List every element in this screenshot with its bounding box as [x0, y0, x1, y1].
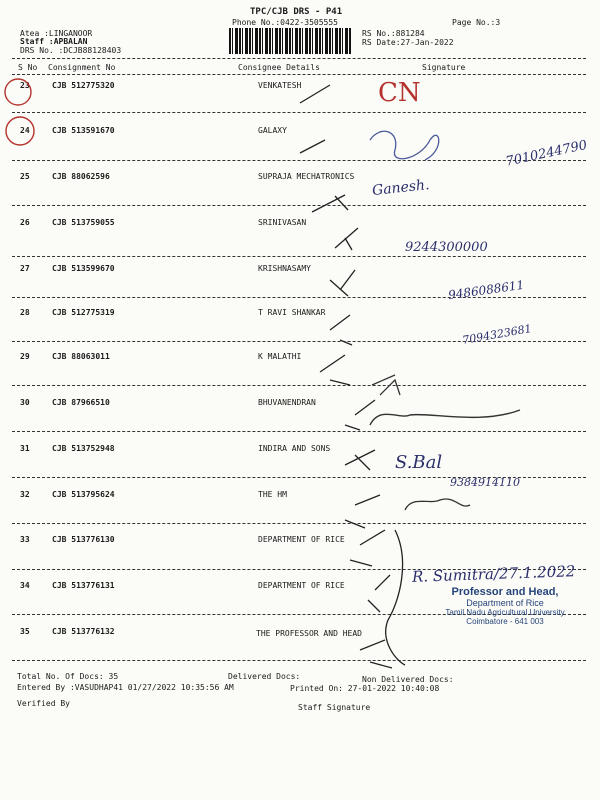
row-consignee: BHUVANENDRAN [258, 398, 316, 407]
staff-signature: Staff Signature [298, 703, 371, 712]
row-sno: 34 [20, 581, 30, 590]
tick-mark [345, 400, 375, 430]
rs-date: RS Date:27-Jan-2022 [362, 38, 454, 47]
tick-mark [368, 575, 390, 612]
row-consignee: THE HM [258, 490, 287, 499]
total-docs: Total No. Of Docs: 35 [17, 672, 119, 681]
tick-mark [350, 530, 385, 566]
column-header-consignee: Consignee Details [238, 63, 320, 72]
row-consignee: DEPARTMENT OF RICE [258, 535, 345, 544]
handwritten-signature-31: S.Bal [395, 452, 443, 473]
column-header-signature: Signature [422, 63, 466, 72]
row-sno: 33 [20, 535, 30, 544]
rs-number: RS No.:881284 [362, 29, 425, 38]
verified-by: Verified By [17, 699, 70, 708]
row-sno: 24 [20, 126, 30, 135]
row-consignee: SUPRAJA MECHATRONICS [258, 172, 355, 181]
document-title: TPC/CJB DRS - P41 [250, 7, 343, 17]
row-sno: 26 [20, 218, 30, 227]
row-consignment: CJB 513591670 [52, 126, 115, 135]
row-consignment: CJB 513776132 [52, 627, 115, 636]
row-consignee: INDIRA AND SONS [258, 444, 331, 453]
non-delivered-docs: Non Delivered Docs: [362, 675, 454, 684]
row-sno: 25 [20, 172, 30, 181]
handwritten-phone-31: 9384914110 [450, 476, 520, 489]
area-label: Atea :LINGANOOR [20, 29, 93, 38]
row-consignee: DEPARTMENT OF RICE [258, 581, 345, 590]
row-consignment: CJB 513776130 [52, 535, 115, 544]
row-consignment: CJB 513795624 [52, 490, 115, 499]
row-sno: 30 [20, 398, 30, 407]
row-consignee: T RAVI SHANKAR [258, 308, 326, 317]
signature-scribble-29 [372, 375, 400, 395]
circle-mark-24 [6, 117, 34, 145]
long-scribble [386, 530, 405, 665]
staff-label: Staff :APBALAN [20, 37, 88, 46]
row-consignment: CJB 88062596 [52, 172, 110, 181]
row-consignee: VENKATESH [258, 81, 302, 90]
phone-number: Phone No.:0422-3505555 [232, 18, 338, 27]
stamp-line-1: Professor and Head, [451, 586, 559, 598]
entered-by: Entered By :VASUDHAP41 01/27/2022 10:35:56 AM [17, 683, 234, 692]
row-consignment: CJB 513752948 [52, 444, 115, 453]
signature-scribble-32 [405, 499, 470, 510]
tick-mark [330, 270, 355, 296]
row-sno: 27 [20, 264, 30, 273]
column-header-sno: S No [18, 63, 38, 72]
row-consignment: CJB 513759055 [52, 218, 115, 227]
row-consignment: CJB 513776131 [52, 581, 115, 590]
handwritten-cn-mark: CN [378, 78, 421, 108]
printed-on: Printed On: 27-01-2022 10:40:08 [290, 684, 440, 693]
row-consignee: K MALATHI [258, 352, 302, 361]
row-consignment: CJB 88063011 [52, 352, 110, 361]
handwritten-phone-27: 9486088611 [447, 277, 525, 303]
signature-scribble-24 [370, 131, 439, 160]
handwritten-phone-24: 7010244790 [504, 137, 589, 170]
stamp-line-4: Coimbatore - 641 003 [466, 617, 544, 626]
row-sno: 32 [20, 490, 30, 499]
row-sno: 28 [20, 308, 30, 317]
handwritten-phone-26: 9244300000 [405, 240, 488, 255]
delivered-docs: Delivered Docs: [228, 672, 301, 681]
tick-mark [360, 640, 392, 668]
handwritten-signature-25: Ganesh. [371, 177, 431, 199]
handwritten-signature-34: R. Sumitra/27.1.2022 [411, 562, 576, 586]
column-header-consignment: Consignment No [48, 63, 116, 72]
row-sno: 23 [20, 81, 30, 90]
row-consignee: THE PROFESSOR AND HEAD [256, 629, 362, 638]
row-consignment: CJB 87966510 [52, 398, 110, 407]
circle-mark-23 [5, 79, 31, 105]
row-sno: 35 [20, 627, 30, 636]
row-consignee: GALAXY [258, 126, 287, 135]
row-sno: 29 [20, 352, 30, 361]
tick-mark [335, 228, 358, 250]
tick-mark [300, 140, 325, 153]
page-number: Page No.:3 [452, 18, 501, 27]
row-consignee: SRINIVASAN [258, 218, 307, 227]
tick-mark [330, 315, 352, 345]
institution-stamp [420, 586, 590, 626]
tick-mark [345, 495, 380, 528]
handwritten-phone-28: 7094323681 [461, 322, 533, 347]
stamp-line-2: Department of Rice [466, 598, 544, 608]
tick-mark [300, 85, 330, 103]
row-consignee: KRISHNASAMY [258, 264, 311, 273]
row-consignment: CJB 512775319 [52, 308, 115, 317]
drs-number: DRS No. :DCJB88128403 [20, 46, 122, 55]
tick-mark [312, 195, 348, 212]
row-sno: 31 [20, 444, 30, 453]
signature-scribble-30 [370, 410, 520, 425]
row-consignment: CJB 512775320 [52, 81, 115, 90]
row-consignment: CJB 513599670 [52, 264, 115, 273]
tick-mark [345, 450, 375, 470]
stamp-line-3: Tamil Nadu Agricultural University [445, 608, 565, 617]
tick-mark [320, 355, 350, 385]
